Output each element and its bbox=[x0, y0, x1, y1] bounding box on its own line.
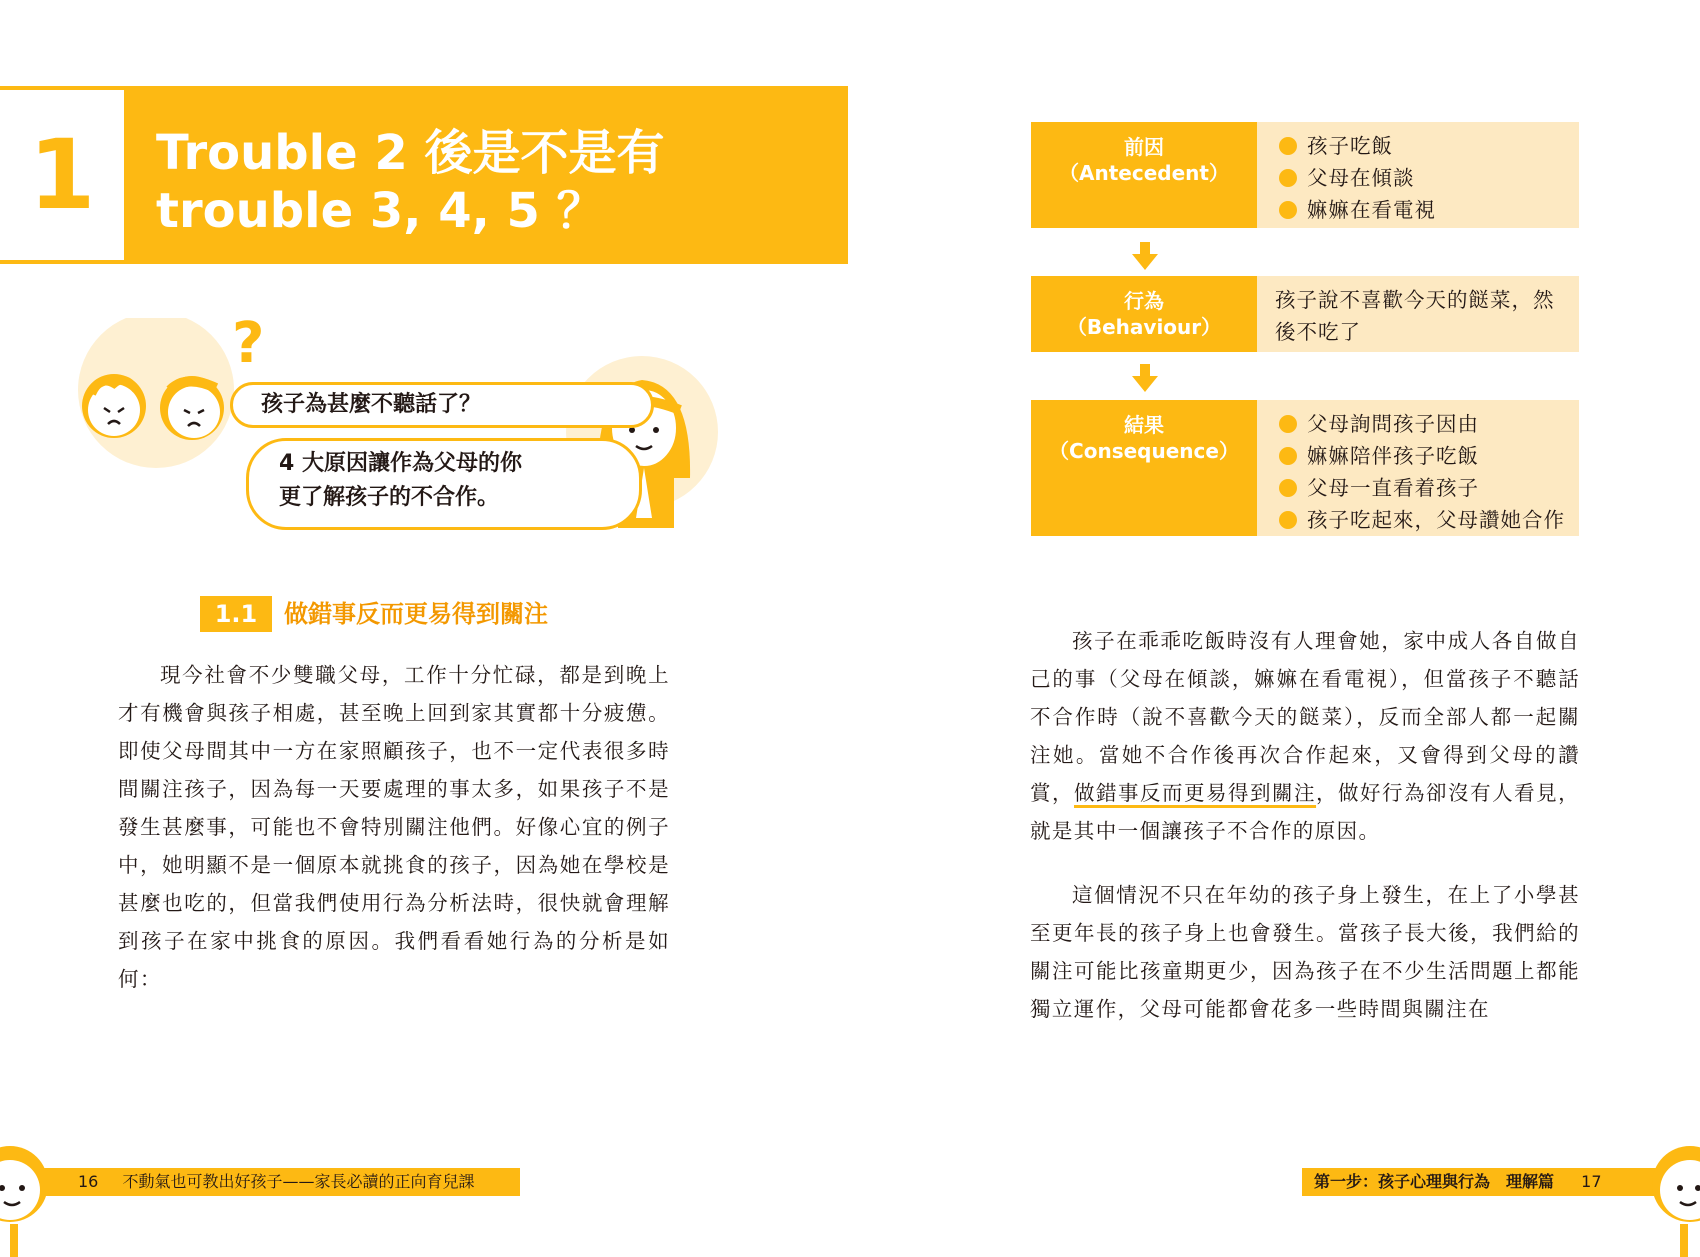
section-number: 1.1 bbox=[200, 596, 272, 632]
right-body-paragraph-1: 孩子在乖乖吃飯時沒有人理會她，家中成人各自做自己的事（父母在傾談，嫲嫲在看電視），但當孩子不聽話不合作時（說不喜歡今天的餸菜），反而全部人都一起關注她。當她不合作後再次合作起來，又會得到父母的讚賞，做錯事反而更易得到關注，做好行為卻沒有人看見，就是其中一個讓孩子不合作的原因。 bbox=[1030, 629, 1580, 843]
bullet-icon bbox=[1279, 169, 1297, 187]
abc-antecedent-label bbox=[1031, 122, 1257, 228]
list-item: 孩子吃飯 bbox=[1279, 130, 1565, 162]
list-item: 父母詢問孩子因由 bbox=[1279, 408, 1565, 440]
section-name: 第一步：孩子心理與行為 理解篇 bbox=[1314, 1172, 1555, 1191]
right-body-paragraph-2: 這個情況不只在年幼的孩子身上發生，在上了小學甚至更年長的孩子身上也會發生。當孩子長大後，我們給的關注可能比孩童期更少，因為孩子在不少生活問題上都能獨立運作，父母可能都會花多一些時間與關注在 bbox=[1030, 883, 1580, 1021]
speech-bubble-answer: 4 大原因讓作為父母的你 更了解孩子的不合作。 bbox=[246, 438, 642, 530]
list-item: 父母在傾談 bbox=[1279, 162, 1565, 194]
behaviour-subtitle: （Behaviour） bbox=[1066, 315, 1222, 339]
list-item: 嫲嫲在看電視 bbox=[1279, 194, 1565, 226]
bullet-icon bbox=[1279, 511, 1297, 529]
section-title: 做錯事反而更易得到關注 bbox=[284, 600, 548, 628]
bullet-icon bbox=[1279, 201, 1297, 219]
chapter-number: 1 bbox=[28, 119, 96, 231]
highlighted-phrase: 做錯事反而更易得到關注 bbox=[1074, 781, 1317, 805]
arrow-down-icon bbox=[1130, 364, 1160, 394]
antecedent-subtitle: （Antecedent） bbox=[1059, 161, 1229, 185]
abc-consequence-label bbox=[1031, 400, 1257, 536]
bullet-icon bbox=[1279, 479, 1297, 497]
left-body-paragraph: 現今社會不少雙職父母，工作十分忙碌，都是到晚上才有機會與孩子相處，甚至晚上回到家其實都十分疲憊。即使父母間其中一方在家照顧孩子，也不一定代表很多時間關注孩子，因為每一天要處理的事太多，如果孩子不是發生甚麼事，可能也不會特別關注他們。好像心宜的例子中，她明顯不是一個原本就挑食的孩子，因為她在學校是甚麼也吃的，但當我們使用行為分析法時，很快就會理解到孩子在家中挑食的原因。我們看看她行為的分析是如何： bbox=[118, 663, 670, 991]
antecedent-title: 前因 bbox=[1124, 135, 1164, 159]
abc-antecedent-content bbox=[1257, 122, 1579, 228]
child-face-icon-2 bbox=[160, 376, 224, 440]
consequence-title: 結果 bbox=[1124, 413, 1164, 437]
question-mark-icon: ? bbox=[232, 318, 265, 376]
list-item: 孩子吃起來，父母讚她合作 bbox=[1279, 504, 1565, 536]
footer-right-mascot-icon bbox=[1640, 1132, 1700, 1257]
speech-bubble-question: 孩子為甚麼不聽話了？ bbox=[230, 382, 654, 428]
consequence-subtitle: （Consequence） bbox=[1049, 439, 1239, 463]
chapter-title: Trouble 2 後是不是有 trouble 3, 4, 5 ？ bbox=[156, 125, 665, 239]
book-title: 不動氣也可教出好孩子——家長必讀的正向育兒課 bbox=[122, 1172, 475, 1191]
bullet-icon bbox=[1279, 137, 1297, 155]
illustration bbox=[70, 318, 730, 538]
behaviour-title: 行為 bbox=[1124, 289, 1164, 313]
page-number-left: 16 bbox=[78, 1172, 99, 1191]
abc-behaviour-label bbox=[1031, 276, 1257, 352]
bullet-icon bbox=[1279, 447, 1297, 465]
abc-behaviour-content: 孩子說不喜歡今天的餸菜，然後不吃了 bbox=[1257, 276, 1579, 352]
child-face-icon-1 bbox=[82, 374, 146, 438]
list-item: 嫲嫲陪伴孩子吃飯 bbox=[1279, 440, 1565, 472]
arrow-down-icon bbox=[1130, 242, 1160, 272]
abc-consequence-content bbox=[1257, 400, 1579, 536]
bullet-icon bbox=[1279, 415, 1297, 433]
footer-right bbox=[1302, 1168, 1662, 1196]
list-item: 父母一直看着孩子 bbox=[1279, 472, 1565, 504]
page-number-right: 17 bbox=[1581, 1172, 1602, 1191]
footer-left bbox=[42, 1168, 520, 1196]
